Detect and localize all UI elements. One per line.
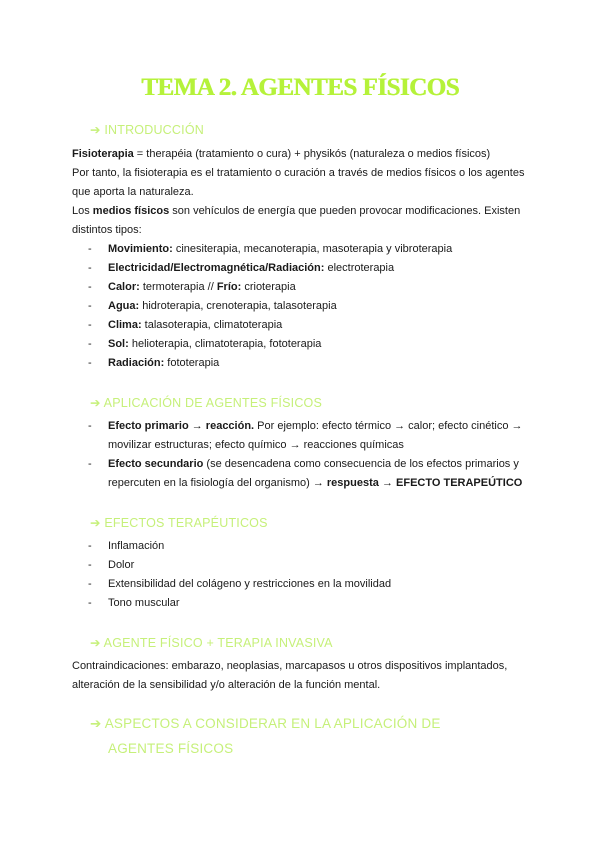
paragraph-tratamiento: Por tanto, la fisioterapia es el tratamiento o curación a través de medios físicos o los agentes que aporta la naturaleza. <box>72 167 525 198</box>
list-efectos-terapeuticos <box>88 537 538 613</box>
term-medios-fisicos: medios físicos <box>92 205 170 217</box>
section-heading-aplicacion: ➔ APLICACIÓN DE AGENTES FÍSICOS <box>90 396 323 410</box>
list-item: - Calor: termoterapia // Frío: crioterapia <box>88 278 538 297</box>
list-item: - Inflamación <box>88 537 538 556</box>
list-item: - Movimiento: cinesiterapia, mecanoterapia, masoterapia y vibroterapia <box>88 240 538 259</box>
list-item: - Tono muscular <box>88 594 538 613</box>
term-fisioterapia: Fisioterapia <box>72 148 134 160</box>
list-item: - Clima: talasoterapia, climatoterapia <box>88 316 538 335</box>
paragraph-medios-fisicos: Los medios físicos son vehículos de energía que pueden provocar modificaciones. Existen distintos tipos: <box>72 205 521 236</box>
list-item: - Efecto secundario (se desencadena como consecuencia de los efectos primarios y repercuten en la fisiología del organismo) → respuesta → EFECTO TERAPEÚTICO <box>88 455 538 493</box>
page-title: TEMA 2. AGENTES FÍSICOS <box>141 74 459 101</box>
list-tipos-medios <box>88 240 538 373</box>
list-item: - Efecto primario → reacción. Por ejemplo: efecto térmico → calor; efecto cinético → movilizar estructuras; efecto químico → reacciones químicas <box>88 417 538 455</box>
list-item: - Sol: helioterapia, climatoterapia, fototerapia <box>88 335 538 354</box>
list-item: - Agua: hidroterapia, crenoterapia, talasoterapia <box>88 297 538 316</box>
section-heading-introduccion: ➔ INTRODUCCIÓN <box>90 123 204 137</box>
section-heading-invasiva: ➔ AGENTE FÍSICO + TERAPIA INVASIVA <box>90 636 333 650</box>
section-heading-aspectos: ➔ ASPECTOS A CONSIDERAR EN LA APLICACIÓN DE AGENTES FÍSICOS <box>90 716 441 756</box>
list-item: - Extensibilidad del colágeno y restricciones en la movilidad <box>88 575 538 594</box>
section-heading-efectos: ➔ EFECTOS TERAPÉUTICOS <box>90 516 268 530</box>
list-item: - Radiación: fototerapia <box>88 354 538 373</box>
list-efectos-aplicacion <box>88 417 538 493</box>
list-item: - Dolor <box>88 556 538 575</box>
paragraph-contraindicaciones: Contraindicaciones: embarazo, neoplasias, marcapasos u otros dispositivos implantados, alteración de la sensibilidad y/o alteración de la función mental. <box>72 660 508 691</box>
paragraph-fisioterapia-definition: Fisioterapia = therapéia (tratamiento o cura) + physikós (naturaleza o medios físicos) <box>72 148 491 160</box>
list-item: - Electricidad/Electromagnética/Radiación: electroterapia <box>88 259 538 278</box>
